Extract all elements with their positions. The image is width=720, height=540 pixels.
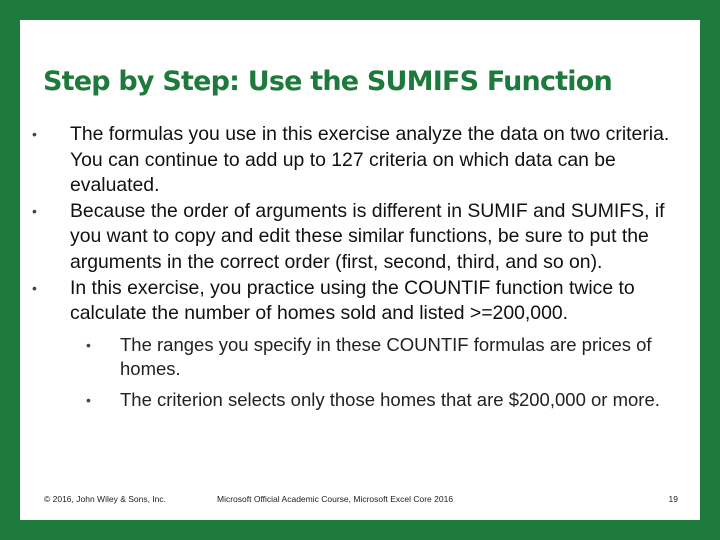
bullet-item xyxy=(20,199,700,276)
sub-bullet-text: The ranges you specify in these COUNTIF formulas are prices of homes. xyxy=(120,333,652,380)
bullet-item xyxy=(20,122,700,199)
bullet-text: In this exercise, you practice using the COUNTIF function twice to calculate the number of homes sold and listed >=200,000. xyxy=(70,276,635,325)
slide-footer xyxy=(20,494,700,508)
sub-bullet-item xyxy=(20,333,700,382)
bullet-item xyxy=(20,276,700,327)
slide xyxy=(20,20,700,520)
bullet-text: Because the order of arguments is different in SUMIF and SUMIFS, if you want to copy and edit these similar functions, be sure to put the arguments in the correct order (first, second, third, and so on). xyxy=(70,199,665,273)
slide-title: Step by Step: Use the SUMIFS Function xyxy=(43,66,612,97)
footer-course: Microsoft Official Academic Course, Microsoft Excel Core 2016 xyxy=(217,494,454,504)
bullet-text: The formulas you use in this exercise analyze the data on two criteria. You can continue to add up to 127 criteria on which data can be evaluated. xyxy=(70,123,670,197)
sub-bullet-dot-icon: • xyxy=(86,391,91,408)
bullet-dot-icon: • xyxy=(32,279,37,296)
bullet-dot-icon: • xyxy=(32,126,37,142)
sub-bullet-item xyxy=(20,388,700,413)
sub-bullet-text: The criterion selects only those homes that are $200,000 or more. xyxy=(120,388,660,410)
bullet-list xyxy=(20,122,700,412)
page-number: 19 xyxy=(668,494,678,504)
sub-bullet-dot-icon: • xyxy=(86,336,91,353)
bullet-dot-icon: • xyxy=(32,202,37,219)
footer-copyright: © 2016, John Wiley & Sons, Inc. xyxy=(44,494,167,504)
